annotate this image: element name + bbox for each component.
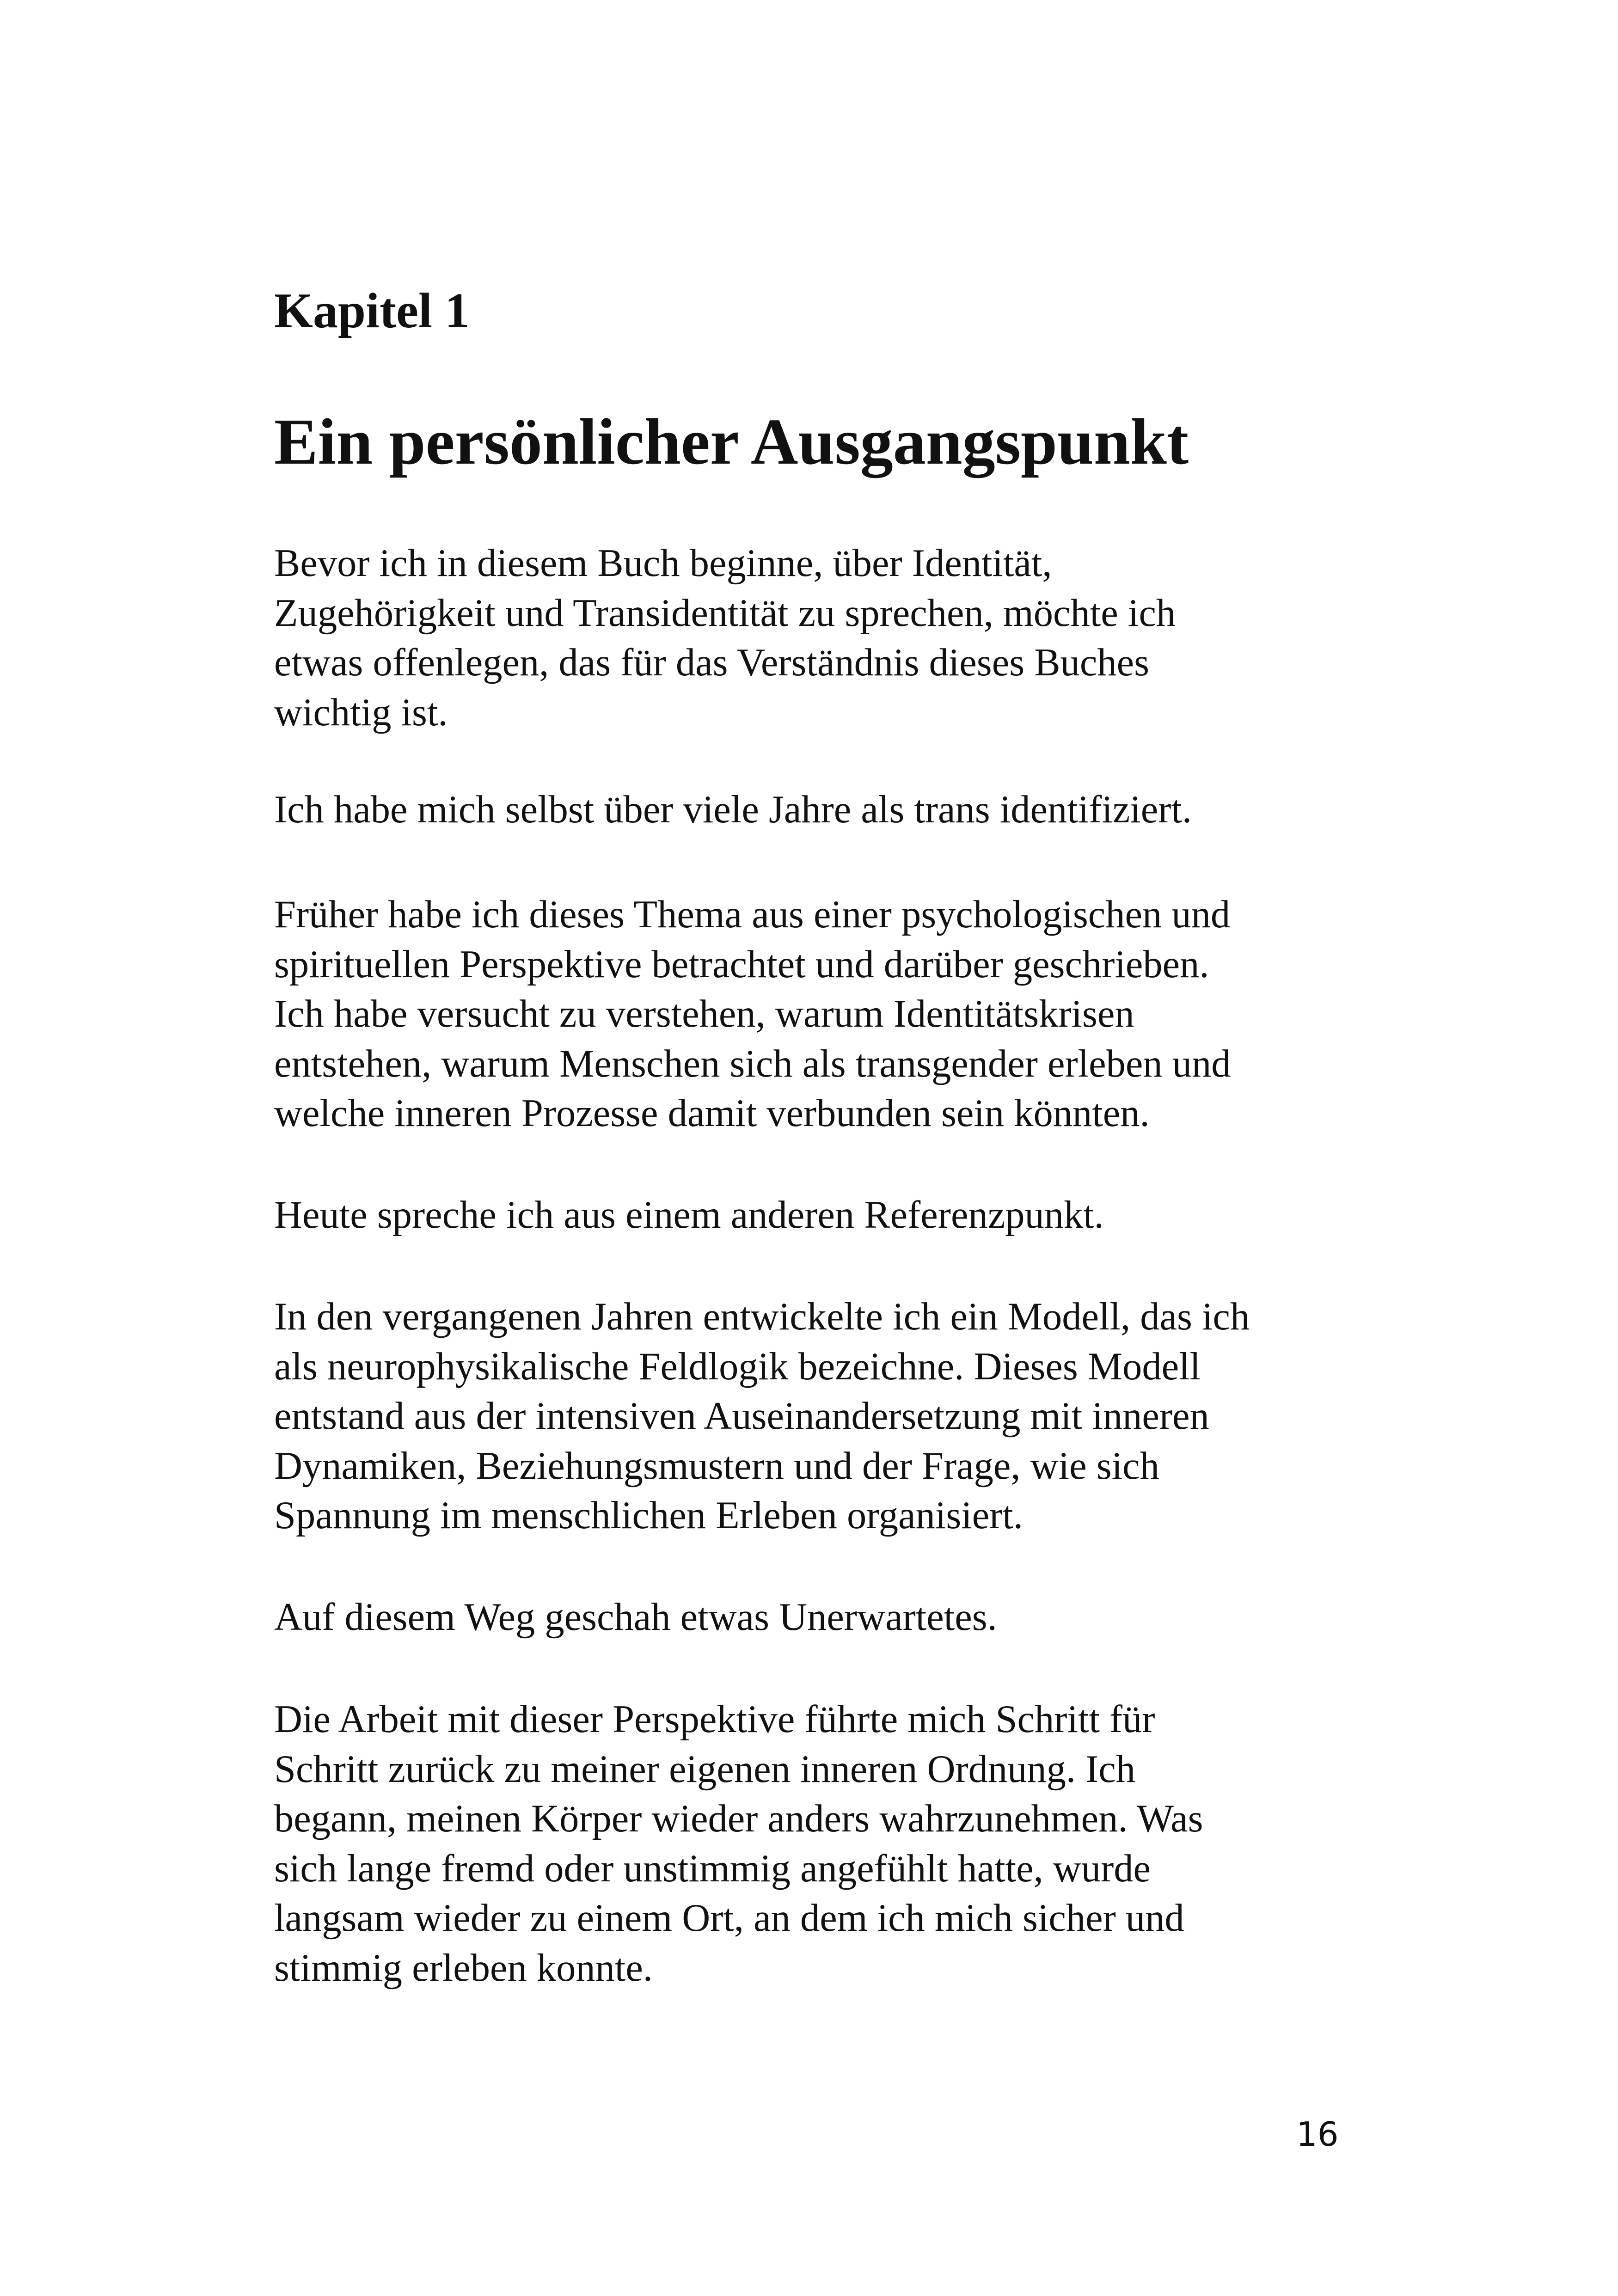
paragraph-line: Zugehörigkeit und Transidentität zu sprechen, möchte ich (274, 591, 1176, 635)
paragraph (274, 1190, 1384, 1240)
paragraph-line: begann, meinen Körper wieder anders wahrzunehmen. Was (274, 1797, 1203, 1840)
paragraph-line: Heute spreche ich aus einem anderen Referenzpunkt. (274, 1194, 1104, 1237)
paragraph (274, 1695, 1384, 1993)
paragraph-line: spirituellen Perspektive betrachtet und darüber geschrieben. (274, 943, 1209, 986)
paragraph-line: als neurophysikalische Feldlogik bezeichne. Dieses Modell (274, 1345, 1201, 1388)
paragraph-line: Ich habe versucht zu verstehen, warum Identitätskrisen (274, 992, 1134, 1035)
paragraph-line: sich lange fremd oder unstimmig angefühlt hatte, wurde (274, 1847, 1151, 1890)
paragraph (274, 1292, 1384, 1541)
paragraph-line: Spannung im menschlichen Erleben organisiert. (274, 1494, 1023, 1537)
paragraph-line: Auf diesem Weg geschah etwas Unerwartetes. (274, 1596, 997, 1639)
paragraph-line: Ich habe mich selbst über viele Jahre als trans identifiziert. (274, 788, 1192, 831)
paragraph (274, 890, 1384, 1139)
chapter-title: Ein persönlicher Ausgangspunkt (274, 405, 1189, 478)
paragraph-line: stimmig erleben konnte. (274, 1946, 653, 1990)
paragraph-line: Die Arbeit mit dieser Perspektive führte mich Schritt für (274, 1698, 1155, 1741)
paragraph-line: Früher habe ich dieses Thema aus einer psychologischen und (274, 893, 1231, 936)
chapter-label: Kapitel 1 (274, 283, 470, 338)
paragraph-line: In den vergangenen Jahren entwickelte ich ein Modell, das ich (274, 1295, 1250, 1338)
paragraph-line: welche inneren Prozesse damit verbunden sein könnten. (274, 1092, 1150, 1135)
paragraph-line: entstehen, warum Menschen sich als transgender erleben und (274, 1042, 1231, 1085)
paragraph (274, 539, 1384, 737)
paragraph (274, 785, 1384, 835)
paragraph (274, 1592, 1384, 1642)
paragraph-line: Dynamiken, Beziehungsmustern und der Frage, wie sich (274, 1444, 1159, 1488)
paragraph-line: entstand aus der intensiven Auseinandersetzung mit inneren (274, 1395, 1209, 1438)
paragraph-line: wichtig ist. (274, 691, 448, 734)
paragraph-line: Bevor ich in diesem Buch beginne, über Identität, (274, 542, 1052, 585)
paragraph-line: Schritt zurück zu meiner eigenen inneren Ordnung. Ich (274, 1747, 1136, 1791)
paragraph-line: etwas offenlegen, das für das Verständnis dieses Buches (274, 641, 1149, 684)
paragraph-line: langsam wieder zu einem Ort, an dem ich mich sicher und (274, 1897, 1184, 1940)
page-number: 16 (1296, 2115, 1339, 2154)
